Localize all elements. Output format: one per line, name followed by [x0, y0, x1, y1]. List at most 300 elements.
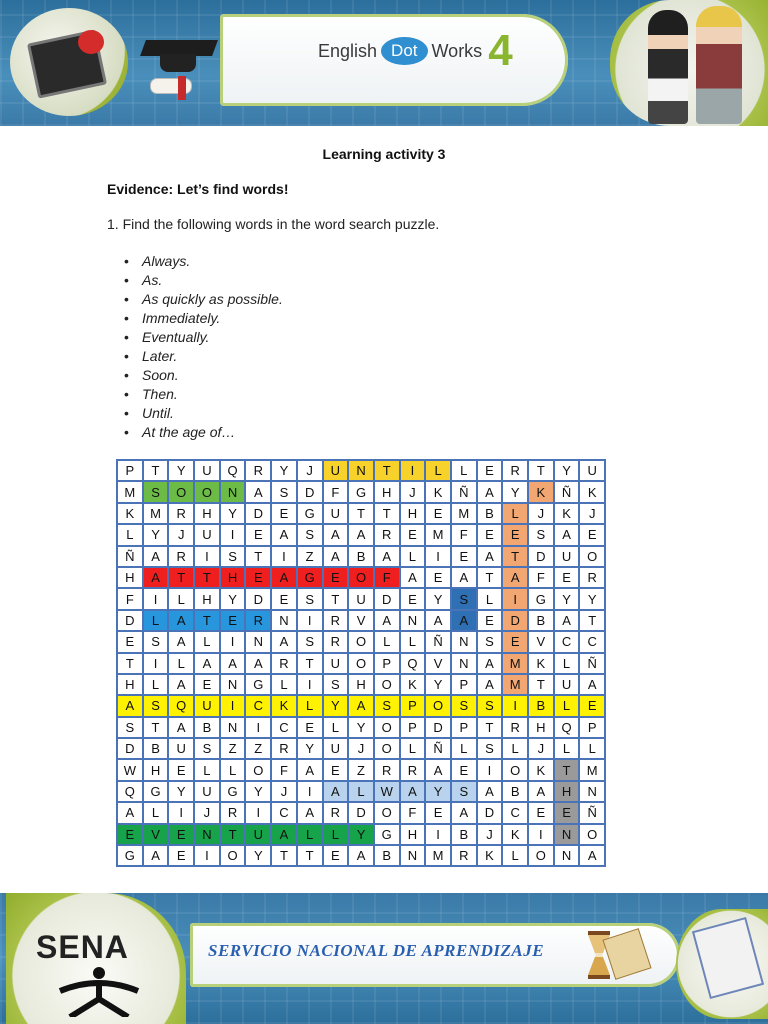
grid-cell: I	[194, 546, 220, 567]
grid-cell: F	[400, 802, 426, 823]
grid-cell: L	[502, 845, 528, 866]
grid-cell: R	[168, 503, 194, 524]
grid-cell: I	[400, 460, 426, 481]
grid-cell: N	[194, 824, 220, 845]
grid-cell: Y	[271, 460, 297, 481]
grid-cell: A	[477, 481, 503, 502]
grid-cell: M	[143, 503, 169, 524]
grid-cell: E	[579, 524, 605, 545]
grid-row	[117, 610, 605, 631]
grid-cell: I	[502, 588, 528, 609]
grid-cell: I	[168, 802, 194, 823]
grid-cell: A	[245, 481, 271, 502]
grid-cell: I	[220, 524, 246, 545]
grid-cell: T	[143, 460, 169, 481]
grid-cell: J	[528, 738, 554, 759]
grid-cell: E	[477, 610, 503, 631]
grid-cell: K	[502, 824, 528, 845]
grid-cell: B	[451, 824, 477, 845]
grid-cell: A	[143, 567, 169, 588]
grid-cell: R	[323, 631, 349, 652]
grid-cell: P	[117, 460, 143, 481]
word-list-item: • Eventually.	[124, 328, 283, 347]
grid-cell: N	[245, 631, 271, 652]
grid-cell: I	[220, 695, 246, 716]
grid-row	[117, 524, 605, 545]
grid-cell: T	[168, 567, 194, 588]
grid-cell: H	[194, 588, 220, 609]
grid-cell: C	[502, 802, 528, 823]
grid-cell: E	[323, 567, 349, 588]
brand-logo	[318, 26, 513, 75]
grid-cell: K	[554, 503, 580, 524]
grid-cell: E	[220, 610, 246, 631]
grid-cell: U	[194, 781, 220, 802]
grid-cell: G	[143, 781, 169, 802]
grid-cell: T	[502, 546, 528, 567]
grid-cell: D	[477, 802, 503, 823]
grid-cell: Y	[143, 524, 169, 545]
grid-cell: Ñ	[451, 481, 477, 502]
grid-row	[117, 695, 605, 716]
grid-cell: I	[297, 674, 323, 695]
grid-row	[117, 460, 605, 481]
grid-cell: N	[220, 674, 246, 695]
grid-cell: E	[528, 802, 554, 823]
grid-cell: T	[348, 503, 374, 524]
grid-cell: T	[245, 546, 271, 567]
grid-cell: Q	[400, 653, 426, 674]
grid-cell: T	[194, 610, 220, 631]
grid-cell: E	[323, 759, 349, 780]
grid-cell: G	[117, 845, 143, 866]
grid-cell: R	[374, 524, 400, 545]
grid-cell: B	[477, 503, 503, 524]
grid-cell: R	[451, 845, 477, 866]
grid-cell: S	[477, 695, 503, 716]
grid-cell: L	[143, 610, 169, 631]
grid-cell: A	[297, 759, 323, 780]
grid-cell: T	[528, 460, 554, 481]
grid-cell: U	[579, 460, 605, 481]
grid-cell: R	[323, 610, 349, 631]
grid-cell: Ñ	[117, 546, 143, 567]
grid-cell: A	[374, 610, 400, 631]
grid-cell: T	[579, 610, 605, 631]
grid-cell: K	[579, 481, 605, 502]
grid-cell: Ñ	[554, 481, 580, 502]
brand-part1: English	[318, 40, 378, 61]
grid-cell: Y	[168, 781, 194, 802]
grid-cell: E	[297, 717, 323, 738]
student-girl-illustration	[648, 10, 688, 124]
grid-cell: D	[297, 481, 323, 502]
grid-cell: E	[271, 503, 297, 524]
grid-cell: A	[477, 546, 503, 567]
grid-cell: T	[143, 717, 169, 738]
grid-row	[117, 674, 605, 695]
grid-row	[117, 759, 605, 780]
grid-cell: T	[220, 824, 246, 845]
word-list-item: • Later.	[124, 347, 283, 366]
grid-cell: A	[271, 524, 297, 545]
grid-row	[117, 824, 605, 845]
grid-cell: S	[143, 695, 169, 716]
grid-cell: L	[220, 759, 246, 780]
grid-cell: Z	[245, 738, 271, 759]
grid-cell: Ñ	[425, 631, 451, 652]
grid-cell: U	[323, 460, 349, 481]
grid-cell: R	[271, 738, 297, 759]
grid-cell: L	[323, 824, 349, 845]
grid-cell: T	[374, 460, 400, 481]
grid-cell: T	[271, 845, 297, 866]
grid-cell: J	[400, 481, 426, 502]
grid-cell: A	[323, 524, 349, 545]
grid-cell: E	[194, 674, 220, 695]
grid-cell: A	[297, 802, 323, 823]
grid-cell: A	[451, 610, 477, 631]
grid-cell: O	[579, 546, 605, 567]
grid-cell: U	[348, 588, 374, 609]
grid-cell: E	[579, 695, 605, 716]
grid-cell: A	[194, 653, 220, 674]
grid-cell: N	[451, 653, 477, 674]
grid-cell: R	[400, 759, 426, 780]
grid-cell: S	[451, 588, 477, 609]
grid-cell: I	[502, 695, 528, 716]
grid-cell: L	[502, 738, 528, 759]
grid-cell: I	[425, 824, 451, 845]
grid-cell: J	[168, 524, 194, 545]
grid-cell: Y	[323, 695, 349, 716]
grid-cell: B	[143, 738, 169, 759]
grid-cell: S	[451, 781, 477, 802]
brand-number: 4	[488, 26, 513, 75]
grid-cell: J	[194, 802, 220, 823]
grid-row	[117, 546, 605, 567]
grid-cell: O	[245, 759, 271, 780]
grid-cell: Y	[220, 588, 246, 609]
grid-cell: U	[168, 738, 194, 759]
activity-title: Learning activity 3	[322, 146, 446, 162]
grid-cell: O	[348, 567, 374, 588]
grid-cell: F	[528, 567, 554, 588]
grid-cell: A	[528, 781, 554, 802]
grid-cell: O	[374, 738, 400, 759]
grid-cell: I	[245, 717, 271, 738]
grid-cell: L	[297, 824, 323, 845]
grid-cell: E	[117, 631, 143, 652]
grid-cell: Ñ	[579, 653, 605, 674]
grid-cell: E	[554, 802, 580, 823]
grid-cell: P	[400, 695, 426, 716]
grid-cell: I	[194, 845, 220, 866]
grid-cell: L	[451, 738, 477, 759]
grid-cell: G	[245, 674, 271, 695]
grid-cell: P	[400, 717, 426, 738]
grid-cell: D	[117, 738, 143, 759]
student-boy-illustration	[696, 6, 742, 124]
grid-cell: E	[425, 503, 451, 524]
grid-cell: H	[400, 824, 426, 845]
grid-cell: L	[194, 631, 220, 652]
grid-cell: T	[297, 653, 323, 674]
grid-cell: G	[220, 781, 246, 802]
grid-cell: O	[374, 802, 400, 823]
grid-cell: N	[451, 631, 477, 652]
grid-row	[117, 653, 605, 674]
grid-cell: L	[554, 653, 580, 674]
grid-cell: R	[502, 460, 528, 481]
grid-cell: L	[323, 717, 349, 738]
grid-cell: D	[425, 717, 451, 738]
brand-dot-bubble: Dot	[381, 37, 427, 65]
grid-cell: L	[143, 802, 169, 823]
grid-cell: E	[400, 588, 426, 609]
grid-cell: E	[554, 567, 580, 588]
grid-cell: J	[528, 503, 554, 524]
grid-cell: L	[425, 460, 451, 481]
grid-cell: A	[348, 524, 374, 545]
grid-cell: D	[348, 802, 374, 823]
grid-cell: S	[374, 695, 400, 716]
instruction-text: 1. Find the following words in the word search puzzle.	[107, 216, 440, 232]
grid-cell: Y	[168, 460, 194, 481]
grid-cell: H	[348, 674, 374, 695]
grid-cell: N	[554, 845, 580, 866]
grid-cell: I	[528, 824, 554, 845]
word-list-item: • At the age of…	[124, 423, 283, 442]
grid-cell: M	[579, 759, 605, 780]
grid-cell: R	[245, 610, 271, 631]
grid-cell: E	[168, 759, 194, 780]
grid-cell: H	[528, 717, 554, 738]
grid-cell: N	[348, 460, 374, 481]
grid-cell: M	[502, 653, 528, 674]
word-list-item: • As quickly as possible.	[124, 290, 283, 309]
grid-cell: A	[400, 567, 426, 588]
grid-cell: C	[271, 717, 297, 738]
grid-cell: K	[271, 695, 297, 716]
word-list-item: • As.	[124, 271, 283, 290]
grid-cell: I	[220, 631, 246, 652]
grid-cell: R	[579, 567, 605, 588]
grid-cell: O	[425, 695, 451, 716]
grid-cell: U	[323, 503, 349, 524]
grid-cell: K	[528, 481, 554, 502]
grid-cell: D	[117, 610, 143, 631]
grid-row	[117, 717, 605, 738]
grid-cell: N	[400, 845, 426, 866]
grid-cell: E	[168, 824, 194, 845]
grid-row	[117, 567, 605, 588]
grid-cell: J	[271, 781, 297, 802]
header-banner	[0, 0, 768, 126]
grid-cell: L	[117, 524, 143, 545]
grid-cell: K	[425, 481, 451, 502]
grid-row	[117, 738, 605, 759]
grid-cell: Z	[220, 738, 246, 759]
grid-cell: J	[348, 738, 374, 759]
grid-cell: Y	[297, 738, 323, 759]
grid-cell: Y	[245, 845, 271, 866]
grid-cell: F	[117, 588, 143, 609]
grid-cell: T	[297, 845, 323, 866]
grid-cell: A	[168, 631, 194, 652]
graduation-cap-base	[160, 54, 196, 72]
grid-cell: L	[400, 546, 426, 567]
grid-cell: Q	[168, 695, 194, 716]
grid-cell: N	[579, 781, 605, 802]
grid-cell: Y	[245, 781, 271, 802]
grid-cell: G	[528, 588, 554, 609]
grid-cell: A	[554, 610, 580, 631]
grid-cell: J	[477, 824, 503, 845]
grid-cell: O	[528, 845, 554, 866]
grid-cell: D	[528, 546, 554, 567]
grid-cell: I	[425, 546, 451, 567]
grid-cell: Z	[348, 759, 374, 780]
grid-cell: R	[168, 546, 194, 567]
grid-cell: M	[117, 481, 143, 502]
grid-cell: C	[245, 695, 271, 716]
grid-cell: B	[348, 546, 374, 567]
grid-cell: Ñ	[579, 802, 605, 823]
grid-cell: I	[271, 546, 297, 567]
grid-cell: L	[168, 653, 194, 674]
grid-cell: R	[245, 460, 271, 481]
grid-cell: A	[477, 653, 503, 674]
grid-cell: P	[579, 717, 605, 738]
grid-cell: T	[477, 567, 503, 588]
word-list-item: • Soon.	[124, 366, 283, 385]
grid-cell: A	[579, 674, 605, 695]
grid-cell: F	[374, 567, 400, 588]
grid-cell: A	[477, 781, 503, 802]
grid-cell: P	[451, 717, 477, 738]
grid-cell: A	[451, 567, 477, 588]
grid-cell: A	[348, 845, 374, 866]
grid-cell: L	[579, 738, 605, 759]
grid-cell: D	[245, 588, 271, 609]
grid-cell: E	[400, 524, 426, 545]
grid-cell: A	[348, 695, 374, 716]
grid-cell: H	[117, 567, 143, 588]
grid-cell: A	[271, 824, 297, 845]
grid-cell: L	[168, 588, 194, 609]
grid-cell: A	[245, 653, 271, 674]
grid-cell: U	[554, 546, 580, 567]
grid-cell: J	[297, 460, 323, 481]
grid-cell: S	[528, 524, 554, 545]
grid-cell: E	[451, 546, 477, 567]
grid-cell: A	[374, 546, 400, 567]
grid-cell: I	[143, 653, 169, 674]
grid-cell: Y	[348, 824, 374, 845]
grid-cell: S	[451, 695, 477, 716]
grid-cell: Y	[425, 781, 451, 802]
grid-cell: T	[528, 674, 554, 695]
grid-cell: O	[502, 759, 528, 780]
grid-cell: A	[400, 781, 426, 802]
grid-cell: S	[117, 717, 143, 738]
sena-logo-text: SENA	[36, 929, 129, 965]
grid-cell: A	[477, 674, 503, 695]
grid-cell: A	[220, 653, 246, 674]
grid-cell: G	[374, 824, 400, 845]
grid-cell: O	[348, 631, 374, 652]
grid-cell: K	[528, 759, 554, 780]
grid-cell: P	[451, 674, 477, 695]
grid-cell: D	[502, 610, 528, 631]
grid-cell: Y	[425, 674, 451, 695]
word-list-item: • Always.	[124, 252, 283, 271]
grid-cell: D	[245, 503, 271, 524]
grid-cell: H	[220, 567, 246, 588]
grid-cell: O	[168, 481, 194, 502]
grid-cell: Q	[117, 781, 143, 802]
grid-cell: P	[374, 653, 400, 674]
grid-cell: L	[554, 738, 580, 759]
grid-cell: A	[323, 781, 349, 802]
grid-cell: L	[271, 674, 297, 695]
grid-cell: Y	[554, 460, 580, 481]
grid-cell: E	[168, 845, 194, 866]
grid-cell: K	[477, 845, 503, 866]
grid-cell: U	[194, 524, 220, 545]
evidence-title: Evidence: Let’s find words!	[107, 181, 289, 197]
grid-cell: J	[579, 503, 605, 524]
grid-cell: A	[117, 802, 143, 823]
grid-cell: A	[451, 802, 477, 823]
grid-cell: Y	[425, 588, 451, 609]
grid-cell: E	[117, 824, 143, 845]
grid-cell: A	[554, 524, 580, 545]
grid-cell: V	[143, 824, 169, 845]
grid-cell: G	[348, 481, 374, 502]
grid-cell: M	[502, 674, 528, 695]
grid-cell: R	[220, 802, 246, 823]
grid-cell: W	[374, 781, 400, 802]
grid-cell: A	[425, 610, 451, 631]
grid-cell: A	[168, 610, 194, 631]
grid-cell: S	[194, 738, 220, 759]
grid-row	[117, 588, 605, 609]
grid-cell: E	[451, 759, 477, 780]
grid-cell: U	[194, 695, 220, 716]
grid-cell: U	[245, 824, 271, 845]
grid-cell: T	[117, 653, 143, 674]
grid-cell: E	[477, 460, 503, 481]
grid-cell: V	[425, 653, 451, 674]
grid-row	[117, 631, 605, 652]
grid-cell: E	[502, 631, 528, 652]
grid-cell: V	[348, 610, 374, 631]
grid-cell: H	[400, 503, 426, 524]
footer-title: SERVICIO NACIONAL DE APRENDIZAJE	[208, 941, 545, 960]
grid-cell: O	[194, 481, 220, 502]
grid-cell: W	[117, 759, 143, 780]
grid-cell: U	[554, 674, 580, 695]
grid-cell: U	[323, 738, 349, 759]
grid-cell: N	[220, 481, 246, 502]
grid-cell: A	[271, 631, 297, 652]
grid-cell: S	[220, 546, 246, 567]
grid-cell: T	[323, 588, 349, 609]
grid-cell: A	[143, 845, 169, 866]
grid-cell: B	[374, 845, 400, 866]
